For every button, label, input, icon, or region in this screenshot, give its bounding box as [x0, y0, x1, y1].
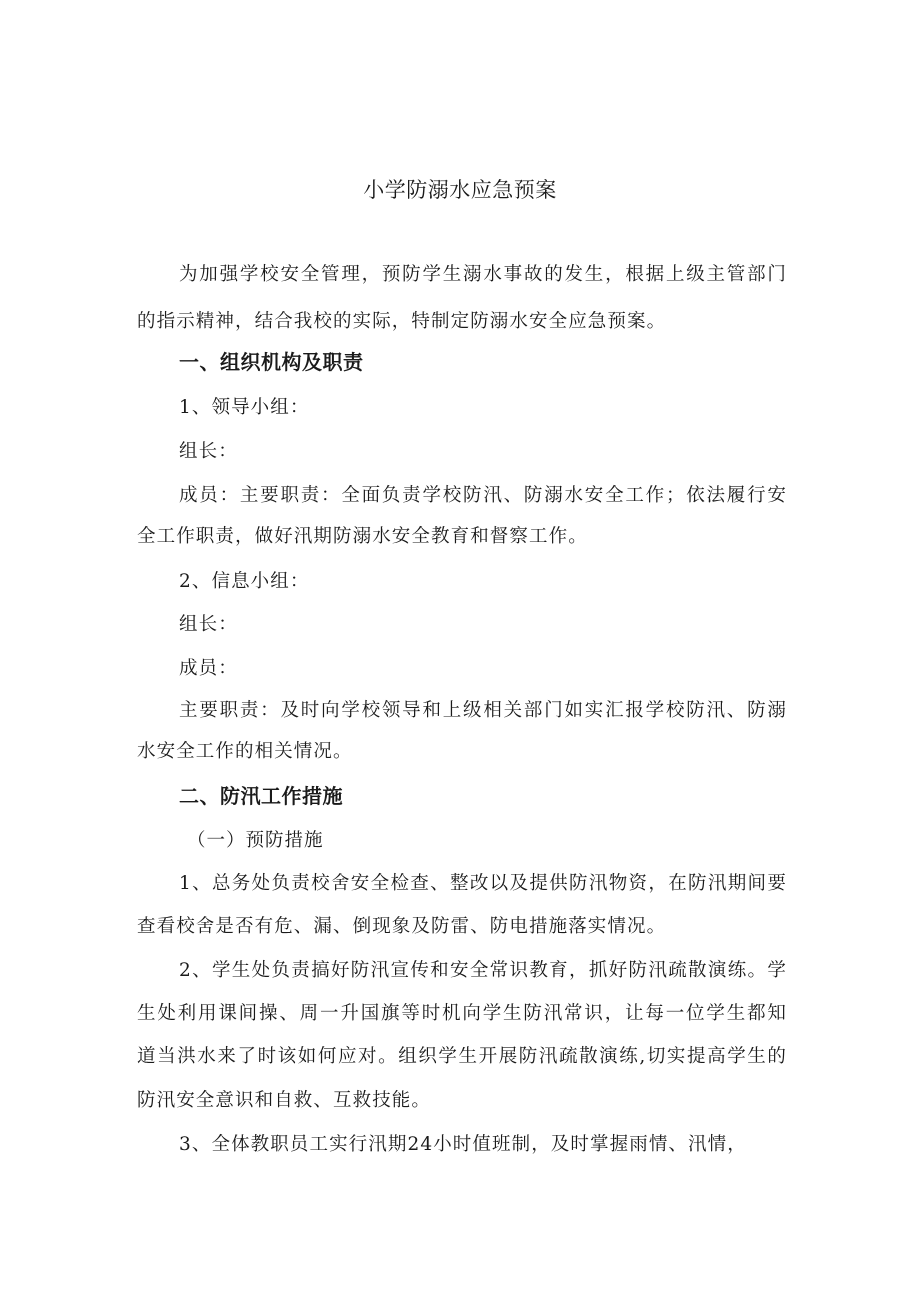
leader-group-label: 1、领导小组：	[179, 397, 310, 418]
info-group-members: 成员：	[179, 658, 238, 679]
leader-group-leader: 组长：	[179, 441, 238, 462]
item-1-line-1: 1、总务处负责校舍安全检查、整改以及提供防汛物资，在防汛期间要	[179, 873, 787, 894]
info-group-duty-line-2: 水安全工作的相关情况。	[137, 741, 353, 762]
info-group-leader: 组长：	[179, 614, 238, 635]
item-2-line-2: 生处利用课间操、周一升国旗等时机向学生防汛常识，让每一位学生都知	[137, 1003, 787, 1024]
item-1-line-2: 查看校舍是否有危、漏、倒现象及防雷、防电措施落实情况。	[137, 916, 667, 937]
leader-group-members-line-2: 全工作职责，做好汛期防溺水安全教育和督察工作。	[137, 526, 588, 547]
item-2-line-3: 道当洪水来了时该如何应对。组织学生开展防汛疏散演练,切实提高学生的	[137, 1046, 787, 1067]
item-2-line-4: 防汛安全意识和自救、互救技能。	[137, 1090, 432, 1111]
item-3-line-1: 3、全体教职员工实行汛期24小时值班制，及时掌握雨情、汛情，	[179, 1134, 747, 1155]
section-1-heading: 一、组织机构及职责	[179, 350, 364, 374]
leader-group-members-line-1: 成员：主要职责：全面负责学校防汛、防溺水安全工作；依法履行安	[179, 485, 787, 506]
item-2-line-1: 2、学生处负责搞好防汛宣传和安全常识教育，抓好防汛疏散演练。学	[179, 960, 787, 981]
info-group-duty-line-1: 主要职责：及时向学校领导和上级相关部门如实汇报学校防汛、防溺	[179, 700, 787, 721]
intro-line-2: 的指示精神，结合我校的实际，特制定防溺水安全应急预案。	[137, 311, 667, 332]
intro-line-1: 为加强学校安全管理，预防学生溺水事故的发生，根据上级主管部门	[179, 264, 787, 285]
info-group-label: 2、信息小组：	[179, 571, 310, 592]
section-2-subheading: （一）预防措施	[187, 830, 324, 851]
section-2-heading: 二、防汛工作措施	[179, 784, 343, 808]
document-title: 小学防溺水应急预案	[363, 178, 557, 202]
